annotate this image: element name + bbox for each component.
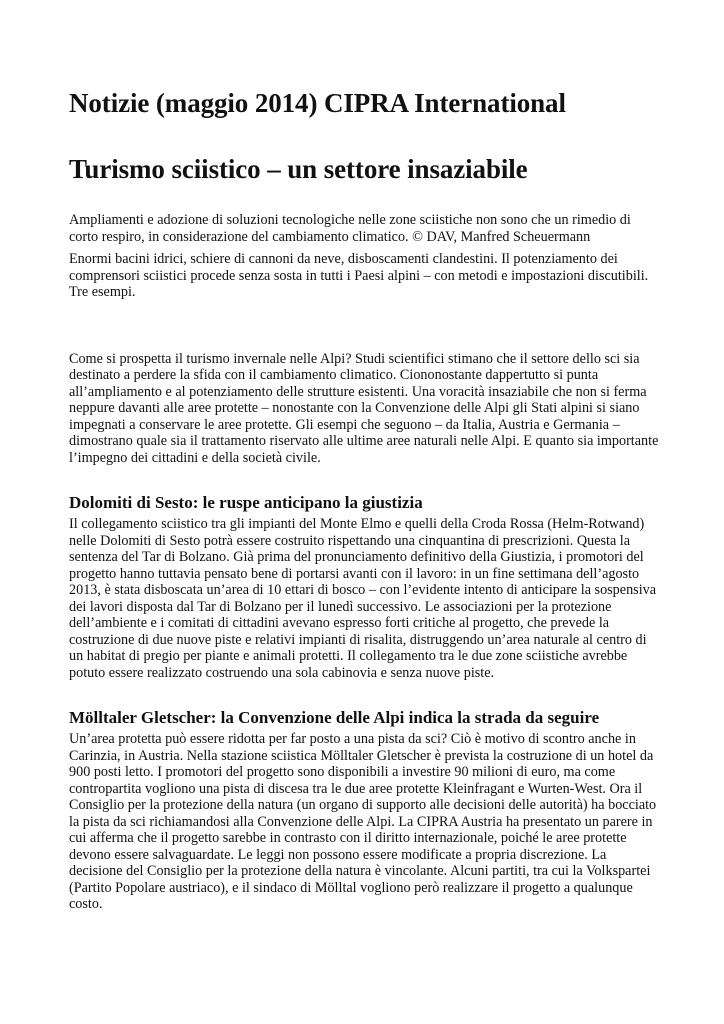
lead-paragraph: Enormi bacini idrici, schiere di cannoni da neve, disboscamenti clandestini. Il potenziamento dei comprensori sciistici procede senza sosta in tutti i Paesi alpini – con metodi e impostazioni discutibili. Tre esempi. bbox=[69, 251, 649, 300]
section-heading-molltaler: Mölltaler Gletscher: la Convenzione delle Alpi indica la strada da seguire bbox=[69, 708, 600, 727]
image-caption: Ampliamenti e adozione di soluzioni tecnologiche nelle zone sciistiche non sono che un rimedio di corto respiro, in considerazione del cambiamento climatico. © DAV, Manfred Scheuermann bbox=[69, 212, 631, 245]
section-body-dolomiti: Il collegamento sciistico tra gli impianti del Monte Elmo e quelli della Croda Rossa (Helm-Rotwand) nelle Dolomiti di Sesto potrà essere costruito rispettando una cinquantina di prescrizioni. Questa la sentenza del Tar di Bolzano. Già prima del pronunciamento definitivo della Giustizia, i promotori del progetto hanno tuttavia pensato bene di portarsi avanti con il lavoro: in un fine settimana dell’agosto 2013, è stata disboscata un’area di 10 ettari di bosco – con l’evidente intento di anticipare la sospensiva dei lavori disposta dal Tar di Bolzano per il lunedì successivo. Le associazioni per la protezione dell’ambiente e i comitati di cittadini avevano espresso forti critiche al progetto, che prevede la costruzione di due nuove piste e relativi impianti di risalita, distruggendo un’area naturale al centro di un habitat di pregio per piante e animali protetti. Il collegamento tra le due zone sciistiche avrebbe potuto essere realizzato costruendo una sola cabinovia e senza nuove piste. bbox=[69, 516, 657, 681]
intro-paragraph: Come si prospetta il turismo invernale nelle Alpi? Studi scientifici stimano che il settore dello sci sia destinato a perdere la sfida con il cambiamento climatico. Ciononostante dappertutto si punta all’ampliamento e al potenziamento delle strutture esistenti. Una voracità insaziabile che non si ferma neppure davanti alle aree protette – nonostante con la Convenzione delle Alpi gli Stati alpini si siano impegnati a conservare le aree protette. Gli esempi che seguono – da Italia, Austria e Germania – dimostrano quale sia il trattamento riservato alle ultime aree naturali nelle Alpi. E quanto sia importante l’impegno dei cittadini e della società civile. bbox=[69, 350, 659, 466]
article-title: Turismo sciistico – un settore insaziabile bbox=[69, 154, 528, 184]
document-page bbox=[69, 80, 659, 913]
document-title: Notizie (maggio 2014) CIPRA International bbox=[69, 88, 566, 118]
section-body-molltaler: Un’area protetta può essere ridotta per far posto a una pista da sci? Ciò è motivo di scontro anche in Carinzia, in Austria. Nella stazione sciistica Mölltaler Gletscher è prevista la costruzione di un hotel da 900 posti letto. I promotori del progetto sono disponibili a investire 90 milioni di euro, ma come contropartita vogliono una pista di discesa tra le due aree protette Kleinfragant e Wurten-West. Ora il Consiglio per la protezione della natura (un organo di supporto alle decisioni delle autorità) ha bocciato la pista da sci richiamandosi alla Convenzione delle Alpi. La CIPRA Austria ha presentato un parere in cui afferma che il progetto sarebbe in contrasto con il diritto internazionale, poiché le aree protette devono essere salvaguardate. Le leggi non possono essere modificate a propria discrezione. La decisione del Consiglio per la protezione della natura è vincolante. Alcuni partiti, tra cui la Volkspartei (Partito Popolare austriaco), e il sindaco di Mölltal vogliono però realizzare il progetto a qualunque costo. bbox=[69, 731, 657, 912]
section-heading-dolomiti: Dolomiti di Sesto: le ruspe anticipano la giustizia bbox=[69, 493, 423, 512]
